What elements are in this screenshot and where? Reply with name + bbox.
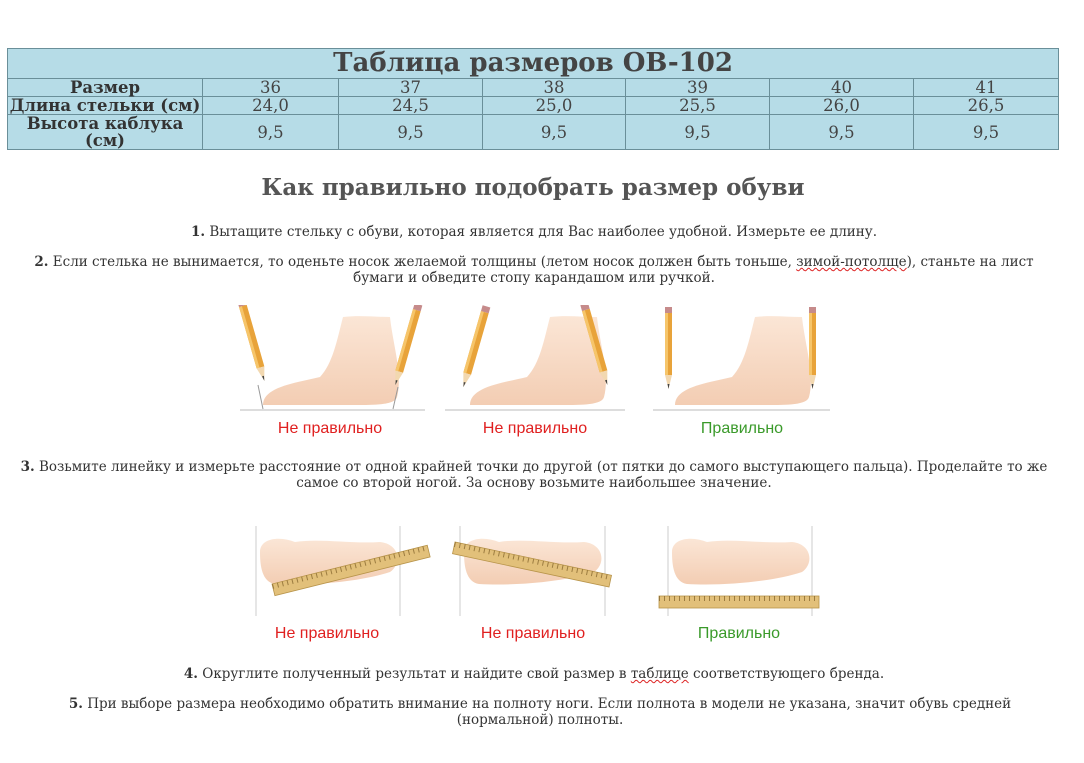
- foot-image: [453, 526, 612, 616]
- step-number: 2.: [34, 254, 49, 270]
- step-1: [20, 224, 1048, 240]
- size-cell: 36: [203, 79, 339, 97]
- size-cell: 39: [626, 79, 770, 97]
- pencil-icon: [237, 305, 268, 382]
- step-text: Округлите полученный результат и найдите свой размер в: [202, 666, 627, 682]
- size-table: [7, 48, 1059, 150]
- step-number: 1.: [190, 224, 206, 240]
- caption-wrong: Не правильно: [274, 625, 380, 642]
- pencil-tracing-illustration: [225, 305, 835, 415]
- table-title: Таблица размеров OB-102: [8, 49, 1059, 79]
- table-row: [8, 79, 1059, 97]
- step-number: 3.: [20, 459, 35, 475]
- size-cell: 37: [339, 79, 483, 97]
- table-cell: 25,5: [626, 97, 770, 115]
- caption-wrong: Не правильно: [480, 625, 586, 642]
- step-number: 4.: [183, 666, 198, 682]
- step-5: [40, 696, 1040, 728]
- foot-image: [653, 307, 830, 410]
- caption-wrong: Не правильно: [482, 420, 588, 437]
- caption-right: Правильно: [700, 420, 784, 437]
- table-cell: 26,5: [914, 97, 1059, 115]
- pencil-icon: [665, 307, 672, 389]
- step-3: [20, 459, 1048, 491]
- row-label-insole: Длина стельки (см): [8, 97, 203, 115]
- size-header-label: Размер: [8, 79, 203, 97]
- table-row: [8, 97, 1059, 115]
- table-cell: 9,5: [770, 115, 914, 150]
- caption-wrong: Не правильно: [277, 420, 383, 437]
- table-cell: 9,5: [626, 115, 770, 150]
- table-cell: 9,5: [203, 115, 339, 150]
- foot-image: [256, 526, 430, 616]
- table-cell: 24,5: [339, 97, 483, 115]
- pencil-icon: [460, 305, 491, 388]
- step-2: [20, 254, 1048, 286]
- foot-image: [445, 305, 625, 410]
- ruler-icon: [659, 596, 819, 608]
- step-text: Вытащите стельку с обуви, которая является для Вас наиболее удобной. Измерьте ее длину.: [209, 224, 878, 240]
- size-cell: 41: [914, 79, 1059, 97]
- step-text: При выборе размера необходимо обратить внимание на полноту ноги. Если полнота в модели не указана, значит обувь средней (нормальной) полноты.: [87, 696, 1012, 728]
- table-cell: 9,5: [483, 115, 626, 150]
- guide-heading: Как правильно подобрать размер обуви: [261, 174, 805, 201]
- pencil-icon: [392, 305, 423, 386]
- spellcheck-word: таблице: [630, 666, 689, 682]
- caption-right: Правильно: [697, 625, 781, 642]
- step-text: ), станьте на лист бумаги и обведите стопу карандашом или ручкой.: [353, 254, 1034, 286]
- foot-image: [237, 305, 425, 410]
- table-cell: 9,5: [914, 115, 1059, 150]
- spellcheck-word: зимой-потолще: [796, 254, 907, 270]
- foot-image: [659, 526, 819, 616]
- ruler-measuring-illustration: [250, 524, 830, 619]
- table-row: [8, 115, 1059, 150]
- pencil-icon: [809, 307, 816, 389]
- step-text: соответствующего бренда.: [693, 666, 885, 682]
- step-4: [20, 666, 1048, 682]
- table-cell: 9,5: [339, 115, 483, 150]
- row-label-heel: Высота каблука (см): [8, 115, 203, 150]
- size-cell: 38: [483, 79, 626, 97]
- table-cell: 26,0: [770, 97, 914, 115]
- step-number: 5.: [68, 696, 83, 712]
- table-cell: 24,0: [203, 97, 339, 115]
- step-text: Возьмите линейку и измерьте расстояние от одной крайней точки до другой (от пятки до самого выступающего пальца). Проделайте то же самое со второй ногой. За основу возьмите наибольшее значение.: [39, 459, 1048, 491]
- step-text: Если стелька не вынимается, то оденьте носок желаемой толщины (летом носок должен быть тоньше,: [52, 254, 792, 270]
- size-cell: 40: [770, 79, 914, 97]
- table-cell: 25,0: [483, 97, 626, 115]
